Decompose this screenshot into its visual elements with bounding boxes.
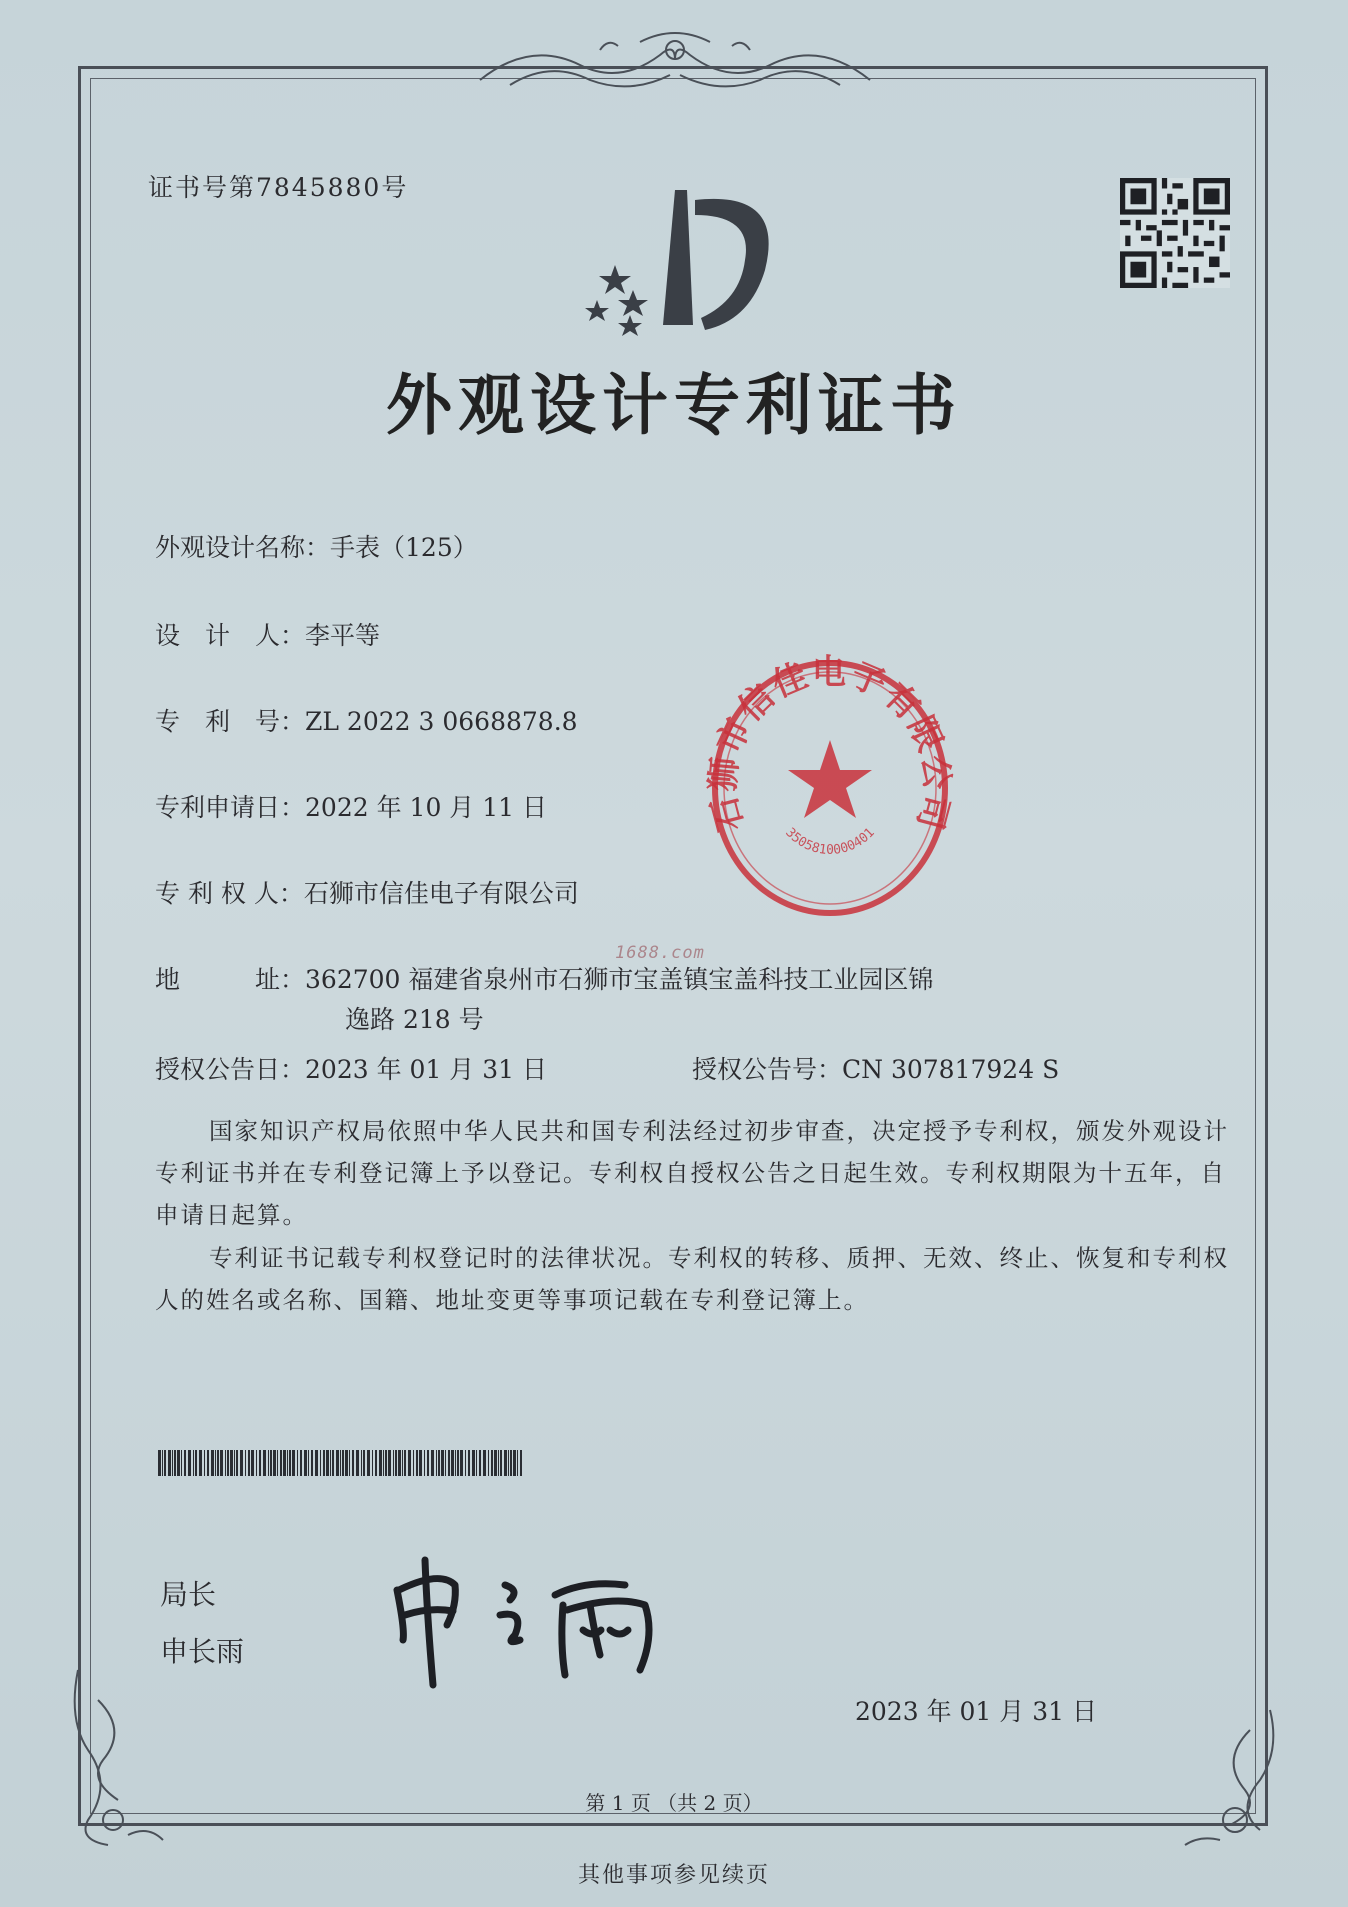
seal-star-icon (788, 740, 872, 818)
design-name-row (155, 528, 478, 564)
certificate-number: 证书号第7845880号 (148, 173, 409, 202)
top-ornament (470, 30, 880, 100)
seal-company-text: 石狮市信佳电子有限公司 (702, 652, 958, 836)
signatory-name: 申长雨 (160, 1635, 245, 1668)
filing-date-row (155, 788, 547, 824)
continued-note: 其他事项参见续页 (577, 1863, 770, 1888)
patentee-label: 专 利 权 人： (155, 879, 304, 908)
company-seal (700, 648, 960, 928)
address-label: 地 址： (155, 965, 306, 994)
grant-date-value: 2023 年 01 月 31 日 (305, 1055, 547, 1084)
grant-number-value: CN 307817924 S (842, 1055, 1060, 1084)
designer-label: 设 计 人： (155, 621, 306, 650)
watermark-text: 1688.com (615, 943, 705, 963)
designer-value: 李平等 (305, 621, 381, 650)
cnipa-emblem-icon (575, 170, 795, 340)
grant-number-row (692, 1050, 1059, 1086)
address-line-2: 逸路 218 号 (345, 1005, 484, 1034)
filing-date-value: 2022 年 10 月 11 日 (305, 793, 547, 822)
bottom-left-ornament (58, 1660, 168, 1850)
grant-number-label: 授权公告号： (692, 1055, 843, 1084)
handwritten-signature (385, 1545, 705, 1695)
qr-code-icon (1120, 178, 1230, 288)
address-line-1: 362700 福建省泉州市石狮市宝盖镇宝盖科技工业园区锦 (305, 965, 934, 994)
page-number: 第 1 页 （共 2 页） (585, 1791, 763, 1815)
patent-number-label: 专 利 号： (155, 707, 306, 736)
design-name-value: 手表（125） (330, 533, 478, 562)
issue-date: 2023 年 01 月 31 日 (855, 1697, 1097, 1726)
patent-number-value: ZL 2022 3 0668878.8 (305, 707, 578, 736)
grant-date-row (155, 1050, 547, 1086)
certificate-title: 外观设计专利证书 (386, 367, 962, 444)
filing-date-label: 专利申请日： (155, 793, 306, 822)
address-row (155, 960, 933, 996)
seal-code-text: 3505810000401 (782, 825, 878, 858)
legal-paragraph-2: 专利证书记载专利权登记时的法律状况。专利权的转移、质押、无效、终止、恢复和专利权人的姓名或名称、国籍、地址变更等事项记载在专利登记簿上。 (155, 1244, 1229, 1314)
designer-row (155, 616, 380, 652)
svg-text:3505810000401 (782, 825, 877, 858)
signatory-role: 局长 (160, 1578, 217, 1611)
grant-date-label: 授权公告日： (155, 1055, 306, 1084)
patentee-row (155, 874, 579, 910)
patentee-value: 石狮市信佳电子有限公司 (303, 879, 579, 908)
bottom-right-ornament (1180, 1700, 1290, 1850)
design-name-label: 外观设计名称： (155, 533, 331, 562)
patent-number-row (155, 702, 578, 738)
barcode-icon (158, 1450, 526, 1476)
legal-paragraph-1: 国家知识产权局依照中华人民共和国专利法经过初步审查，决定授予专利权，颁发外观设计专利证书并在专利登记簿上予以登记。专利权自授权公告之日起生效。专利权期限为十五年，自申请日起算。 (155, 1117, 1229, 1229)
